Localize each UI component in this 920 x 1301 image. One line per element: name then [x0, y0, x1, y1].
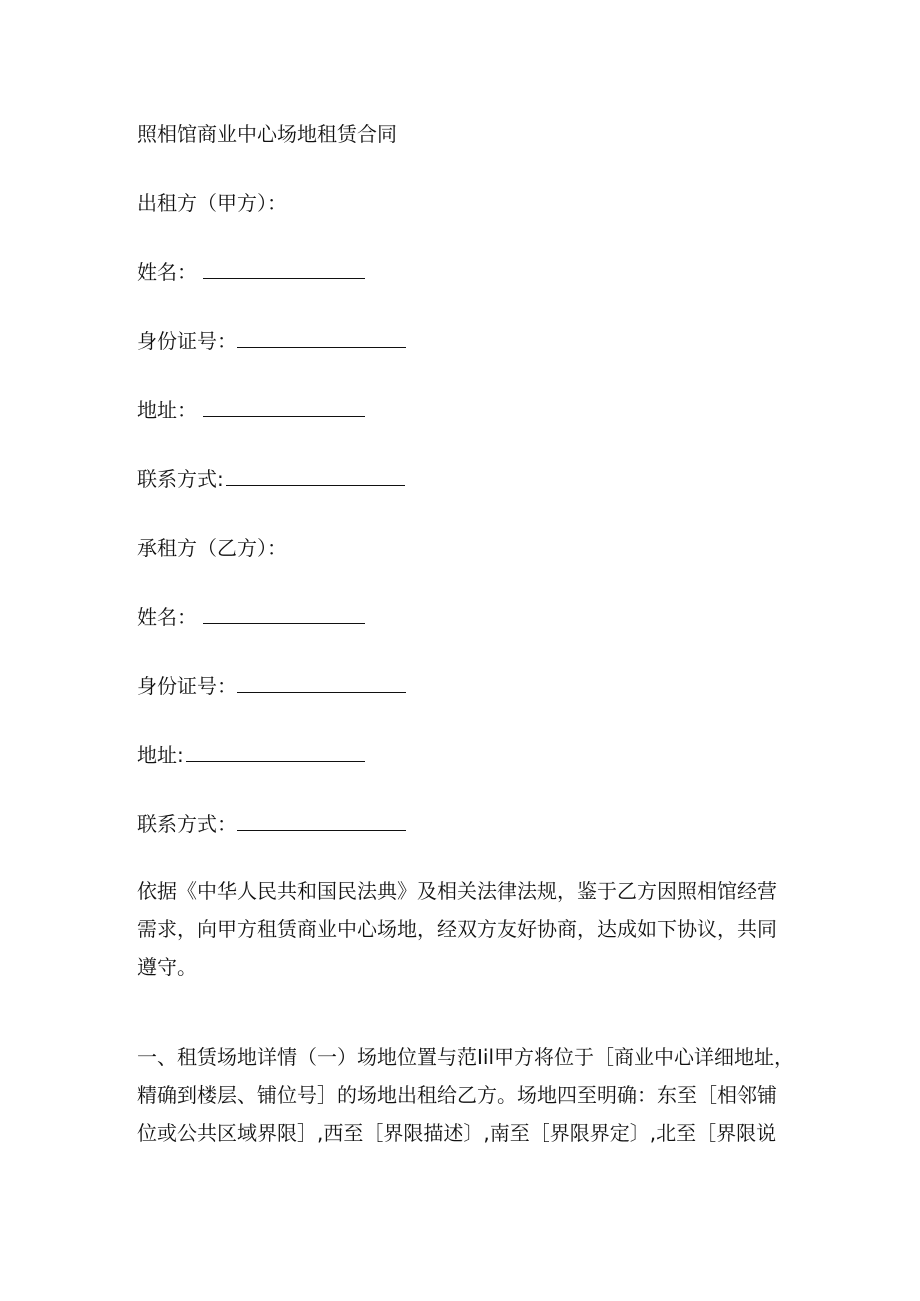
- party-a-name-label: 姓名：: [137, 260, 197, 284]
- party-a-name-blank[interactable]: [203, 260, 365, 279]
- section-1-line: 位或公共区域界限］,西至［界限描述〕,南至［界限界定〕,北至［界限说: [137, 1121, 777, 1145]
- party-b-contact-label: 联系方式：: [137, 812, 237, 836]
- preamble-line: 依据《中华人民共和国民法典》及相关法律法规，鉴于乙方因照相馆经营: [137, 879, 777, 903]
- party-b-contact-blank[interactable]: [237, 812, 406, 831]
- party-b-address-row: [137, 741, 365, 769]
- section-1-line: 一、租赁场地详情（一）场地位置与范Iil甲方将位于［商业中心详细地址，: [137, 1045, 795, 1069]
- party-a-address-row: [137, 396, 365, 424]
- section-1-paragraph: [137, 1043, 795, 1157]
- preamble-paragraph: [137, 877, 787, 991]
- party-b-name-row: [137, 603, 365, 631]
- party-a-address-blank[interactable]: [203, 398, 365, 417]
- party-a-contact-blank[interactable]: [226, 467, 405, 486]
- party-b-id-label: 身份证号：: [137, 674, 237, 698]
- party-b-contact-row: [137, 810, 406, 838]
- party-a-id-row: [137, 327, 406, 355]
- party-b-heading: 承租方（乙方）：: [137, 536, 287, 560]
- party-a-contact-row: [137, 465, 405, 493]
- party-b-name-label: 姓名：: [137, 605, 197, 629]
- party-a-heading: 出租方（甲方）：: [137, 191, 287, 215]
- party-b-id-row: [137, 672, 406, 700]
- party-a-address-label: 地址：: [137, 398, 197, 422]
- party-b-address-label: 地址:: [137, 743, 184, 767]
- preamble-line: 需求，向甲方租赁商业中心场地，经双方友好协商，达成如下协议，共同: [137, 917, 777, 941]
- party-a-id-label: 身份证号：: [137, 329, 237, 353]
- party-a-name-row: [137, 258, 365, 286]
- party-b-address-blank[interactable]: [186, 743, 365, 762]
- preamble-line: 遵守。: [137, 955, 197, 979]
- party-b-id-blank[interactable]: [237, 674, 406, 693]
- party-b-name-blank[interactable]: [203, 605, 365, 624]
- party-a-contact-label: 联系方式:: [137, 467, 224, 491]
- party-a-id-blank[interactable]: [237, 329, 406, 348]
- section-1-line: 精确到楼层、铺位号］的场地出租给乙方。场地四至明确：东至［相邻铺: [137, 1083, 777, 1107]
- document-title: 照相馆商业中心场地租赁合同: [137, 122, 397, 146]
